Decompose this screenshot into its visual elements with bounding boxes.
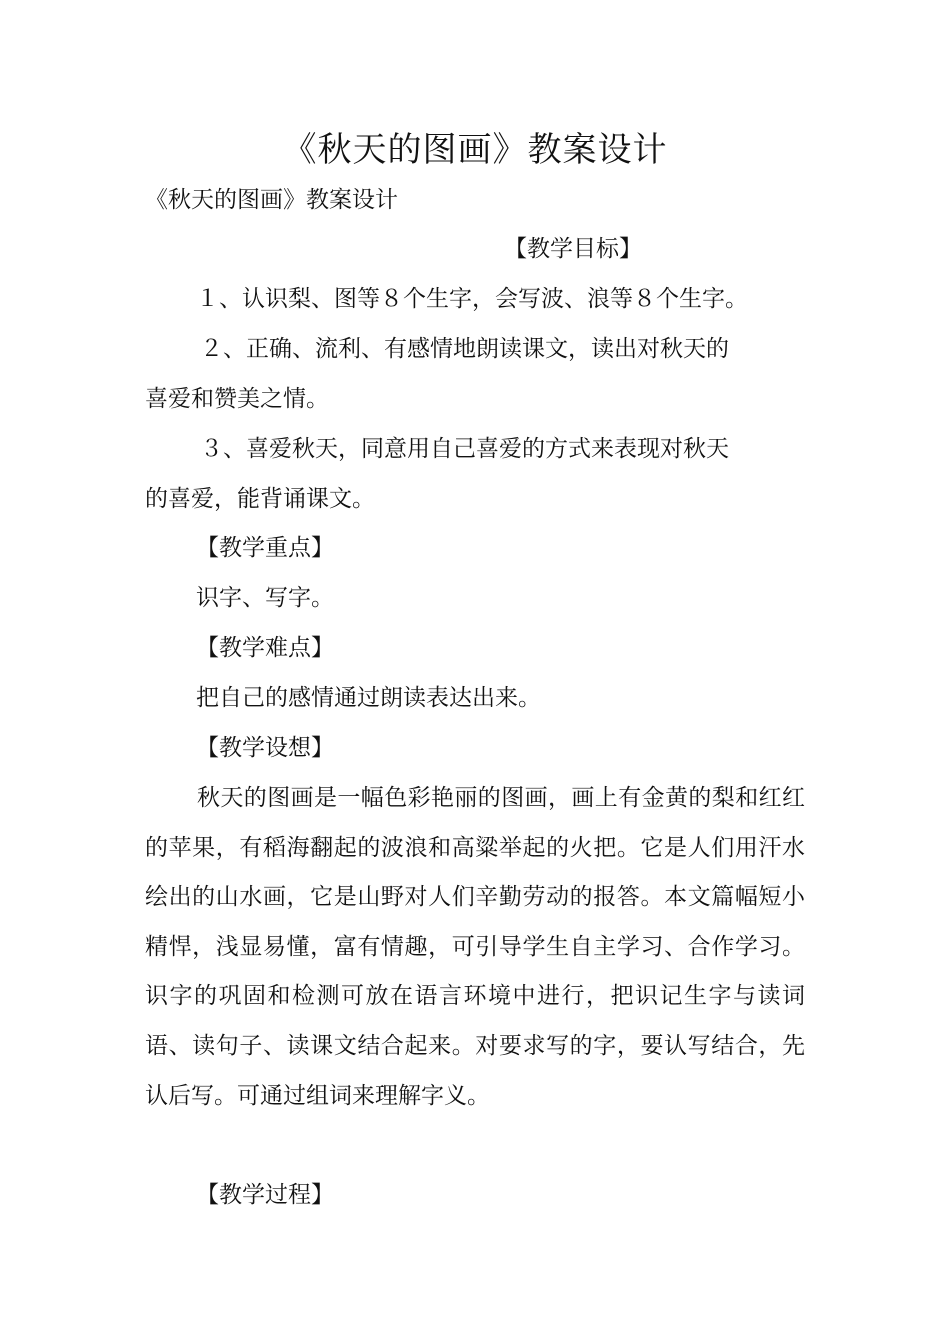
key-points-heading: 【教学重点】 xyxy=(196,535,334,561)
goal-item-2-line-2: 喜爱和赞美之情。 xyxy=(145,386,329,412)
goal-item-3-line-1: ３、喜爱秋天，同意用自己喜爱的方式来表现对秋天 xyxy=(200,436,729,462)
goal-item-2-line-1: ２、正确、流利、有感情地朗读课文，读出对秋天的 xyxy=(200,336,729,362)
key-points-text: 识字、写字。 xyxy=(196,585,334,611)
goal-item-1: １、认识梨、图等８个生字，会写波、浪等８个生字。 xyxy=(196,286,748,312)
concept-paragraph: 秋天的图画是一幅色彩艳丽的图画，画上有金黄的梨和红红的苹果，有稻海翻起的波浪和高粱举起的火把。它是人们用汗水绘出的山水画，它是山野对人们辛勤劳动的报答。本文篇幅短小精悍，浅显易懂，富有情趣，可引导学生自主学习、合作学习。识字的巩固和检测可放在语言环境中进行，把识记生字与读词语、读句子、读课文结合起来。对要求写的字，要认写结合，先认后写。可通过组词来理解字义。 xyxy=(145,785,805,1109)
difficulty-text: 把自己的感情通过朗读表达出来。 xyxy=(196,685,541,711)
document-title: 《秋天的图画》教案设计 xyxy=(282,130,668,170)
process-heading: 【教学过程】 xyxy=(196,1182,334,1208)
concept-heading: 【教学设想】 xyxy=(196,735,334,761)
document-subtitle: 《秋天的图画》教案设计 xyxy=(145,187,398,213)
difficulty-heading: 【教学难点】 xyxy=(196,635,334,661)
goals-heading: 【教学目标】 xyxy=(504,236,642,262)
goal-item-3-line-2: 的喜爱，能背诵课文。 xyxy=(145,486,375,512)
